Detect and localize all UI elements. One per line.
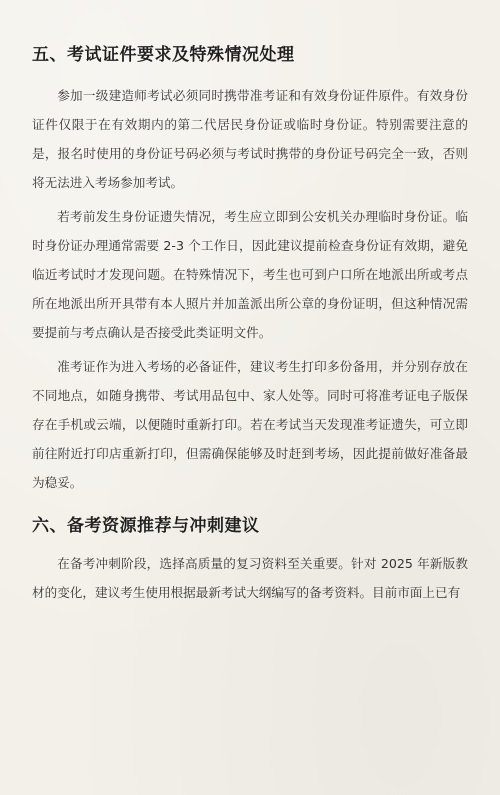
- paragraph: 参加一级建造师考试必须同时携带准考证和有效身份证件原件。有效身份证件仅限于在有效期内的第二代居民身份证或临时身份证。特别需要注意的是，报名时使用的身份证号码必须与考试时携带的身份证号码完全一致，否则将无法进入考场参加考试。: [32, 88, 468, 190]
- section-heading: 六、备考资源推荐与冲刺建议: [32, 516, 260, 536]
- paragraph: 准考证作为进入考场的必备证件，建议考生打印多份备用，并分别存放在不同地点，如随身携带、考试用品包中、家人处等。同时可将准考证电子版保存在手机或云端，以便随时重新打印。若在考试当天发现准考证遗失，可立即前往附近打印店重新打印，但需确保能够及时赶到考场，因此提前做好准备最为稳妥。: [32, 359, 468, 490]
- paragraph: 在备考冲刺阶段，选择高质量的复习资料至关重要。针对 2025 年新版教材的变化，建议考生使用根据最新考试大纲编写的备考资料。目前市面上已有: [32, 556, 468, 600]
- paragraph: 若考前发生身份证遗失情况，考生应立即到公安机关办理临时身份证。临时身份证办理通常需要 2-3 个工作日，因此建议提前检查身份证有效期，避免临近考试时才发现问题。在特殊情况下，考生也可到户口所在地派出所或考点所在地派出所开具带有本人照片并加盖派出所公章的身份证明，但这种情况需要提前与考点确认是否接受此类证明文件。: [32, 209, 468, 340]
- section-heading: 五、考试证件要求及特殊情况处理: [32, 45, 295, 65]
